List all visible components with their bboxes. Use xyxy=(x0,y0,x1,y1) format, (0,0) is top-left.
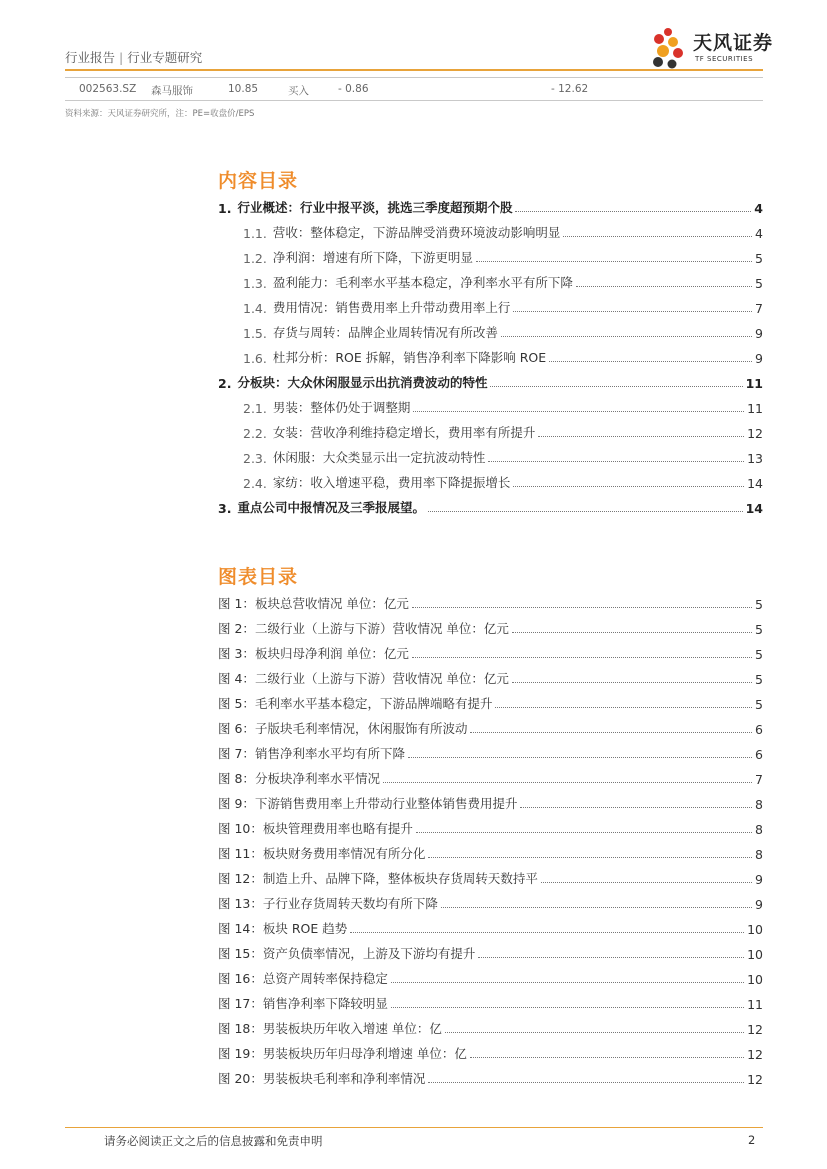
figure-label: 图 12： xyxy=(218,871,263,886)
toc-leader xyxy=(416,832,752,833)
toc-leader xyxy=(391,1007,744,1008)
figure-label: 图 17： xyxy=(218,996,263,1011)
figure-page: 7 xyxy=(755,772,763,787)
toc-item-page: 12 xyxy=(747,426,763,441)
figure-label: 图 9： xyxy=(218,796,255,811)
figure-page: 6 xyxy=(755,747,763,762)
toc-item[interactable] xyxy=(243,321,763,341)
figure-label: 图 7： xyxy=(218,746,255,761)
figure-list-item[interactable] xyxy=(218,842,763,862)
source-note: 资料来源：天风证券研究所，注：PE=收盘价/EPS xyxy=(65,109,255,119)
header-separator: | xyxy=(119,50,124,65)
stock-value-2: - 12.62 xyxy=(551,83,589,95)
toc-item-text: 营收：整体稳定，下游品牌受消费环境波动影响明显 xyxy=(272,225,561,240)
toc-leader xyxy=(413,411,744,412)
figure-page: 9 xyxy=(755,897,763,912)
toc-item-text: 家纺：收入增速平稳，费用率下降提振增长 xyxy=(272,475,511,490)
figure-page: 5 xyxy=(755,622,763,637)
toc-item-text: 费用情况：销售费用率上升带动费用率上行 xyxy=(272,300,511,315)
toc-item-page: 11 xyxy=(747,401,763,416)
figure-caption: 板块归母净利润 单位：亿元 xyxy=(254,646,409,661)
toc-item[interactable] xyxy=(243,471,763,491)
toc-item-number: 1. xyxy=(218,201,232,216)
toc-leader xyxy=(408,757,752,758)
figure-page: 5 xyxy=(755,672,763,687)
toc-leader xyxy=(512,682,752,683)
footer-rule xyxy=(65,1127,763,1128)
toc-leader xyxy=(428,511,743,512)
header-rule xyxy=(65,69,763,71)
figure-label: 图 16： xyxy=(218,971,263,986)
report-type: 行业报告 xyxy=(65,50,116,65)
figure-list-item[interactable] xyxy=(218,742,763,762)
figure-list-item[interactable] xyxy=(218,967,763,987)
toc-leader xyxy=(549,361,752,362)
toc-item-number: 2.4. xyxy=(243,476,267,491)
figure-page: 11 xyxy=(747,997,763,1012)
toc-leader xyxy=(470,1057,744,1058)
figure-page: 5 xyxy=(755,697,763,712)
figure-caption: 资产负债率情况，上游及下游均有提升 xyxy=(262,946,476,961)
toc-item-number: 2.2. xyxy=(243,426,267,441)
toc-leader xyxy=(428,1082,744,1083)
toc-leader xyxy=(391,982,744,983)
toc-leader xyxy=(478,957,744,958)
figure-label: 图 15： xyxy=(218,946,263,961)
figure-label: 图 10： xyxy=(218,821,263,836)
toc-item[interactable] xyxy=(243,271,763,291)
toc-title: 内容目录 xyxy=(218,170,299,192)
toc-leader xyxy=(445,1032,744,1033)
toc-item[interactable] xyxy=(243,296,763,316)
toc-item[interactable] xyxy=(243,446,763,466)
toc-leader xyxy=(488,461,744,462)
figure-page: 10 xyxy=(747,922,763,937)
toc-item-page: 5 xyxy=(755,251,763,266)
figure-caption: 板块 ROE 趋势 xyxy=(262,921,348,936)
logo-chinese-name: 天风证券 xyxy=(693,32,774,54)
toc-item-number: 2.3. xyxy=(243,451,267,466)
figure-list-item[interactable] xyxy=(218,617,763,637)
toc-leader xyxy=(350,932,744,933)
toc-item-text: 女装：营收净利维持稳定增长，费用率有所提升 xyxy=(272,425,536,440)
toc-item[interactable] xyxy=(218,496,763,516)
toc-leader xyxy=(412,657,752,658)
toc-item-page: 11 xyxy=(745,376,763,391)
figure-caption: 分板块净利率水平情况 xyxy=(254,771,380,786)
toc-leader xyxy=(441,907,752,908)
toc-item-page: 5 xyxy=(755,276,763,291)
figure-label: 图 4： xyxy=(218,671,255,686)
figure-label: 图 6： xyxy=(218,721,255,736)
toc-leader xyxy=(490,386,742,387)
figure-page: 9 xyxy=(755,872,763,887)
toc-item[interactable] xyxy=(243,346,763,366)
toc-leader xyxy=(576,286,752,287)
toc-leader xyxy=(563,236,752,237)
toc-leader xyxy=(501,336,752,337)
figure-list-item[interactable] xyxy=(218,992,763,1012)
figures-list-title: 图表目录 xyxy=(218,566,299,588)
figure-page: 8 xyxy=(755,797,763,812)
toc-item-page: 7 xyxy=(755,301,763,316)
stock-code: 002563.SZ xyxy=(79,83,137,95)
report-header-title xyxy=(65,48,202,66)
figure-list-item[interactable] xyxy=(218,917,763,937)
figure-label: 图 14： xyxy=(218,921,263,936)
stock-value-1: - 0.86 xyxy=(338,83,369,95)
figure-list-item[interactable] xyxy=(218,767,763,787)
toc-leader xyxy=(541,882,752,883)
toc-leader xyxy=(470,732,752,733)
stock-price: 10.85 xyxy=(228,83,259,95)
figure-caption: 子行业存货周转天数均有所下降 xyxy=(262,896,438,911)
figure-caption: 销售净利率水平均有所下降 xyxy=(254,746,405,761)
figure-page: 8 xyxy=(755,822,763,837)
figure-label: 图 5： xyxy=(218,696,255,711)
toc-item-text: 杜邦分析：ROE 拆解，销售净利率下降影响 ROE xyxy=(272,350,547,365)
toc-item-page: 9 xyxy=(755,351,763,366)
toc-item-page: 4 xyxy=(755,226,763,241)
toc-item-page: 9 xyxy=(755,326,763,341)
stock-rating: 买入 xyxy=(288,85,309,97)
toc-item-number: 3. xyxy=(218,501,232,516)
toc-item-text: 存货与周转：品牌企业周转情况有所改善 xyxy=(272,325,498,340)
figure-list-item[interactable] xyxy=(218,817,763,837)
figure-page: 8 xyxy=(755,847,763,862)
toc-item-number: 1.4. xyxy=(243,301,267,316)
figure-page: 12 xyxy=(747,1072,763,1087)
figure-caption: 下游销售费用率上升带动行业整体销售费用提升 xyxy=(254,796,518,811)
stock-name: 森马服饰 xyxy=(151,85,193,97)
toc-item-number: 2.1. xyxy=(243,401,267,416)
toc-item-page: 14 xyxy=(745,501,763,516)
figure-label: 图 2： xyxy=(218,621,255,636)
stock-table-top-rule xyxy=(65,77,763,78)
figure-caption: 板块财务费用率情况有所分化 xyxy=(262,846,426,861)
figure-caption: 板块管理费用率也略有提升 xyxy=(262,821,413,836)
figure-list-item[interactable] xyxy=(218,592,763,612)
figure-caption: 二级行业（上游与下游）营收情况 单位：亿元 xyxy=(254,671,509,686)
figure-list-item[interactable] xyxy=(218,1067,763,1087)
footer-disclaimer: 请务必阅读正文之后的信息披露和免责申明 xyxy=(104,1134,323,1148)
figure-list-item[interactable] xyxy=(218,692,763,712)
figure-caption: 销售净利率下降较明显 xyxy=(262,996,388,1011)
figure-caption: 毛利率水平基本稳定，下游品牌端略有提升 xyxy=(254,696,493,711)
figure-label: 图 19： xyxy=(218,1046,263,1061)
toc-leader xyxy=(412,607,752,608)
toc-leader xyxy=(428,857,752,858)
toc-leader xyxy=(538,436,744,437)
toc-item-text: 行业概述：行业中报平淡，挑选三季度超预期个股 xyxy=(237,200,513,215)
figure-caption: 制造上升、品牌下降，整体板块存货周转天数持平 xyxy=(262,871,538,886)
toc-item-text: 盈利能力：毛利率水平基本稳定，净利率水平有所下降 xyxy=(272,275,573,290)
toc-item-text: 男装：整体仍处于调整期 xyxy=(272,400,411,415)
report-category: 行业专题研究 xyxy=(127,50,203,65)
toc-item-number: 1.6. xyxy=(243,351,267,366)
figure-page: 10 xyxy=(747,972,763,987)
toc-item[interactable] xyxy=(218,196,763,216)
figure-caption: 子版块毛利率情况，休闲服饰有所波动 xyxy=(254,721,468,736)
toc-item-number: 1.5. xyxy=(243,326,267,341)
toc-leader xyxy=(513,486,744,487)
logo-english-name: TF SECURITIES xyxy=(695,55,754,63)
figure-caption: 男装板块历年收入增速 单位：亿 xyxy=(262,1021,442,1036)
figure-caption: 男装板块毛利率和净利率情况 xyxy=(262,1071,426,1086)
figure-label: 图 8： xyxy=(218,771,255,786)
toc-leader xyxy=(515,211,751,212)
toc-leader xyxy=(520,807,752,808)
toc-leader xyxy=(476,261,752,262)
toc-item-page: 14 xyxy=(747,476,763,491)
toc-leader xyxy=(383,782,752,783)
figure-label: 图 13： xyxy=(218,896,263,911)
figure-caption: 总资产周转率保持稳定 xyxy=(262,971,388,986)
figure-list-item[interactable] xyxy=(218,717,763,737)
page-number: 2 xyxy=(748,1133,756,1147)
figure-list-item[interactable] xyxy=(218,942,763,962)
figure-label: 图 18： xyxy=(218,1021,263,1036)
toc-item[interactable] xyxy=(218,371,763,391)
toc-item[interactable] xyxy=(243,421,763,441)
toc-item[interactable] xyxy=(243,221,763,241)
figure-page: 10 xyxy=(747,947,763,962)
figure-page: 12 xyxy=(747,1047,763,1062)
figure-page: 5 xyxy=(755,597,763,612)
toc-item-text: 净利润：增速有所下降，下游更明显 xyxy=(272,250,473,265)
toc-item-number: 1.1. xyxy=(243,226,267,241)
figure-list-item[interactable] xyxy=(218,1017,763,1037)
figure-list-item[interactable] xyxy=(218,867,763,887)
toc-item-number: 2. xyxy=(218,376,232,391)
stock-table-bottom-rule xyxy=(65,100,763,101)
figure-list-item[interactable] xyxy=(218,792,763,812)
figure-label: 图 3： xyxy=(218,646,255,661)
figure-caption: 板块总营收情况 单位：亿元 xyxy=(254,596,409,611)
figure-label: 图 20： xyxy=(218,1071,263,1086)
figure-list-item[interactable] xyxy=(218,667,763,687)
toc-leader xyxy=(513,311,752,312)
figure-label: 图 1： xyxy=(218,596,255,611)
figure-page: 6 xyxy=(755,722,763,737)
toc-leader xyxy=(512,632,752,633)
toc-item-number: 1.3. xyxy=(243,276,267,291)
toc-item-page: 13 xyxy=(747,451,763,466)
figure-list-item[interactable] xyxy=(218,1042,763,1062)
toc-item-text: 分板块：大众休闲服显示出抗消费波动的特性 xyxy=(237,375,488,390)
figure-page: 5 xyxy=(755,647,763,662)
toc-item-text: 休闲服：大众类显示出一定抗波动特性 xyxy=(272,450,486,465)
figure-caption: 二级行业（上游与下游）营收情况 单位：亿元 xyxy=(254,621,509,636)
figure-page: 12 xyxy=(747,1022,763,1037)
toc-item-number: 1.2. xyxy=(243,251,267,266)
figure-label: 图 11： xyxy=(218,846,263,861)
toc-item[interactable] xyxy=(243,396,763,416)
toc-leader xyxy=(495,707,752,708)
figure-list-item[interactable] xyxy=(218,892,763,912)
toc-item-text: 重点公司中报情况及三季报展望。 xyxy=(237,500,425,515)
toc-item-page: 4 xyxy=(754,201,763,216)
figure-caption: 男装板块历年归母净利增速 单位：亿 xyxy=(262,1046,467,1061)
figure-list-item[interactable] xyxy=(218,642,763,662)
toc-item[interactable] xyxy=(243,246,763,266)
